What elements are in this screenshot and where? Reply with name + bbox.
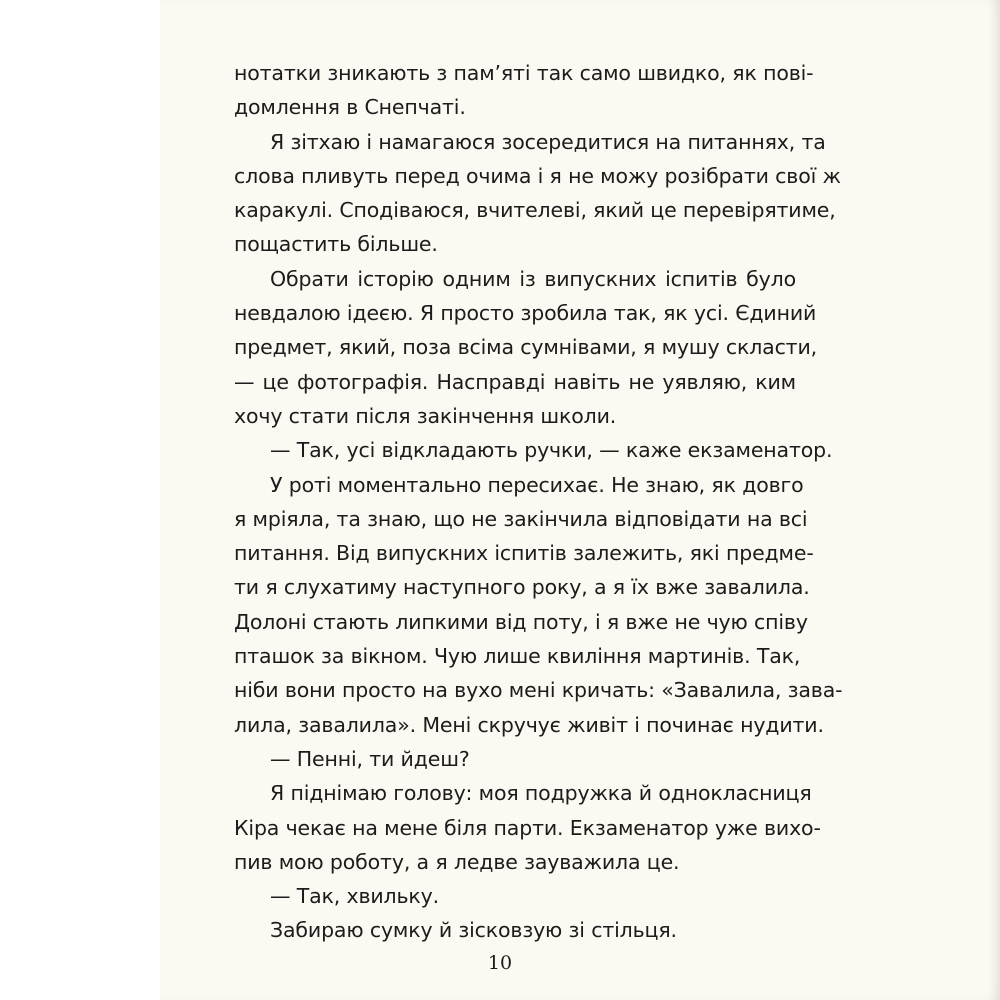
text-line: Обрати історію одним із випускних іспитів було bbox=[270, 266, 796, 291]
text-line: У роті моментально пересихає. Не знаю, як довго bbox=[270, 472, 804, 497]
text-line: пощастить більше. bbox=[234, 232, 438, 257]
text-line: питання. Від випускних іспитів залежить, які предме- bbox=[234, 541, 814, 566]
text-line: каракулі. Сподіваюся, вчителеві, який це перевірятиме, bbox=[234, 198, 836, 223]
text-line: Долоні стають липкими від поту, і я вже не чую співу bbox=[234, 609, 808, 634]
text-line: — це фотографія. Насправді навіть не уявляю, ким bbox=[234, 369, 796, 394]
page-edge-shadow bbox=[988, 0, 1000, 1000]
text-line: предмет, який, поза всіма сумнівами, я мушу скласти, bbox=[234, 335, 818, 360]
text-line: нотатки зникають з пам’яті так само швидко, як пові- bbox=[234, 61, 814, 85]
body-text bbox=[234, 56, 843, 948]
text-line: невдалою ідеєю. Я просто зробила так, як усі. Єдиний bbox=[234, 301, 817, 326]
text-line: домлення в Снепчаті. bbox=[234, 95, 466, 120]
text-line: слова пливуть перед очима і я не можу розібрати свої ж bbox=[234, 163, 841, 188]
page-number: 10 bbox=[487, 952, 513, 974]
text-line: Кіра чекає на мене біля парти. Екзаменатор уже вихо- bbox=[234, 815, 821, 840]
text-line: Забираю сумку й зісковзую зі стільця. bbox=[270, 918, 677, 943]
text-line: Я зітхаю і намагаюся зосередитися на питаннях, та bbox=[270, 129, 826, 154]
text-line: — Так, усі відкладають ручки, — каже екзаменатор. bbox=[270, 438, 833, 463]
text-line: хочу стати після закінчення школи. bbox=[234, 403, 617, 428]
text-line: пив мою роботу, а я ледве зауважила це. bbox=[234, 849, 680, 874]
text-line: пташок за вікном. Чую лише квиління мартинів. Так, bbox=[234, 644, 801, 669]
text-line: я мріяла, та знаю, що не закінчила відповідати на всі bbox=[234, 506, 808, 531]
text-line: — Так, хвильку. bbox=[270, 884, 440, 909]
text-line: лила, завалила». Мені скручує живіт і починає нудити. bbox=[234, 712, 824, 737]
text-line: ніби вони просто на вухо мені кричать: «Завалила, зава- bbox=[234, 678, 843, 703]
text-line: Я піднімаю голову: моя подружка й однокласниця bbox=[270, 781, 812, 806]
text-line: — Пенні, ти йдеш? bbox=[270, 746, 470, 771]
text-line: ти я слухатиму наступного року, а я їх вже завалила. bbox=[234, 575, 810, 600]
